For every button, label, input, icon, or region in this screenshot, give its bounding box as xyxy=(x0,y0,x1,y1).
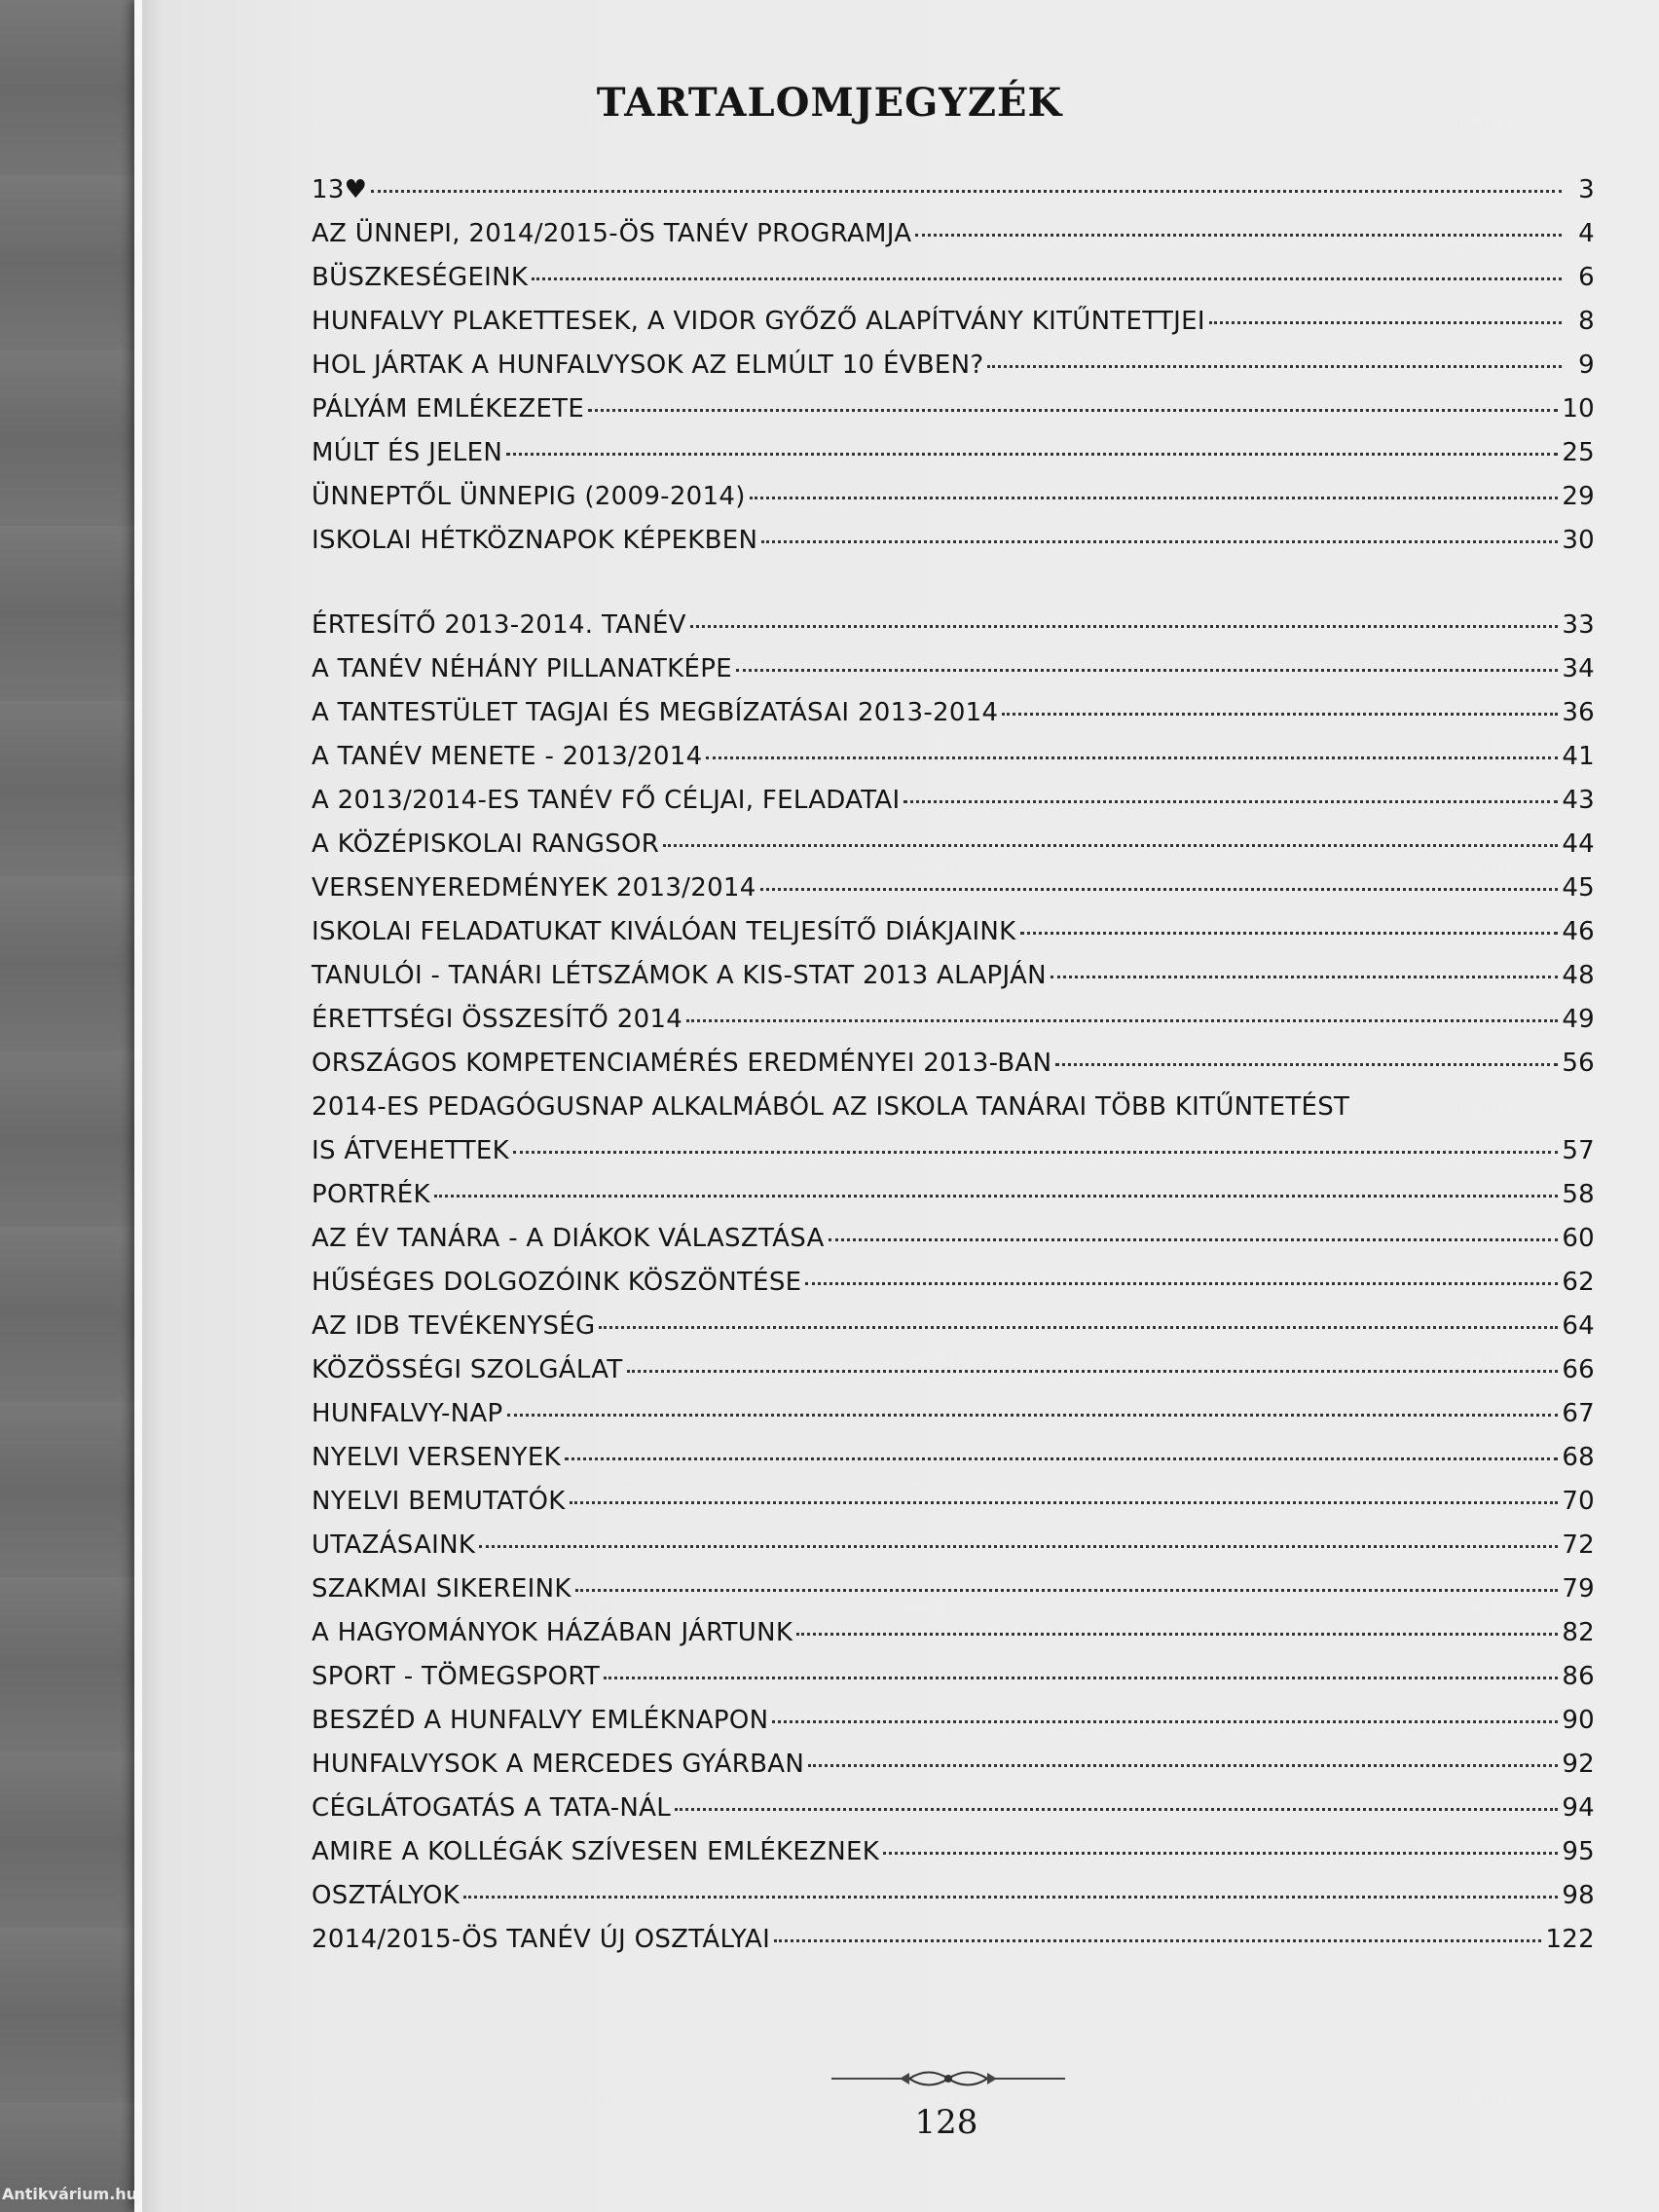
toc-entry-label: ISKOLAI HÉTKÖZNAPOK KÉPEKBEN xyxy=(312,526,758,555)
dot-leader xyxy=(575,1589,1559,1592)
dot-leader xyxy=(479,1545,1558,1548)
toc-entry xyxy=(312,526,1595,570)
toc-entry-page: 94 xyxy=(1562,1793,1595,1823)
toc-entry xyxy=(312,350,1595,394)
dot-leader xyxy=(706,756,1558,759)
dot-leader xyxy=(1020,932,1559,935)
toc-entry-page: 44 xyxy=(1562,830,1595,859)
table-of-contents xyxy=(312,175,1595,1969)
toc-entry xyxy=(312,307,1595,350)
toc-entry xyxy=(312,394,1595,438)
toc-entry xyxy=(312,263,1595,307)
dot-leader xyxy=(808,1764,1558,1767)
watermark: Antikvárium.hu xyxy=(2,2185,138,2203)
dot-leader xyxy=(1209,321,1562,324)
toc-entry xyxy=(312,786,1595,830)
toc-entry xyxy=(312,438,1595,482)
toc-entry-label: HOL JÁRTAK A HUNFALVYSOK AZ ELMÚLT 10 ÉVBEN? xyxy=(312,350,984,380)
toc-entry xyxy=(312,1793,1595,1837)
page-edge xyxy=(134,0,142,2212)
toc-entry xyxy=(312,1662,1595,1706)
toc-entry xyxy=(312,1487,1595,1530)
toc-entry-label: ÉRETTSÉGI ÖSSZESÍTŐ 2014 xyxy=(312,1005,683,1034)
toc-entry-page: 67 xyxy=(1562,1399,1595,1428)
toc-entry-page: 122 xyxy=(1545,1925,1595,1954)
toc-entry-page: 34 xyxy=(1562,654,1595,683)
toc-entry-label: NYELVI BEMUTATÓK xyxy=(312,1487,566,1516)
toc-entry xyxy=(312,698,1595,742)
toc-entry-page: 92 xyxy=(1562,1750,1595,1779)
toc-entry-page: 60 xyxy=(1562,1224,1595,1253)
toc-entry-label: MÚLT ÉS JELEN xyxy=(312,438,503,467)
toc-entry xyxy=(312,830,1595,873)
toc-entry-label: TANULÓI - TANÁRI LÉTSZÁMOK A KIS-STAT 2013 ALAPJÁN xyxy=(312,961,1047,990)
toc-entry-page: 33 xyxy=(1562,610,1595,640)
toc-entry-page: 45 xyxy=(1562,873,1595,903)
toc-entry-page: 29 xyxy=(1562,482,1595,511)
toc-entry xyxy=(312,1049,1595,1092)
toc-entry-page: 25 xyxy=(1562,438,1595,467)
dot-leader xyxy=(599,1326,1558,1329)
toc-entry xyxy=(312,1706,1595,1750)
toc-entry-page: 43 xyxy=(1562,786,1595,815)
dot-leader xyxy=(805,1282,1558,1285)
page-number: 128 xyxy=(914,2103,978,2142)
toc-entry xyxy=(312,1443,1595,1487)
toc-entry-label: A TANÉV MENETE - 2013/2014 xyxy=(312,742,703,771)
dot-leader xyxy=(371,190,1562,193)
toc-entry-page: 66 xyxy=(1562,1355,1595,1384)
toc-entry xyxy=(312,1750,1595,1793)
toc-entry-label: AZ ÜNNEPI, 2014/2015-ÖS TANÉV PROGRAMJA xyxy=(312,219,912,248)
dot-leader xyxy=(663,844,1558,847)
toc-entry-label: HŰSÉGES DOLGOZÓINK KÖSZÖNTÉSE xyxy=(312,1268,802,1297)
toc-entry-label: BESZÉD A HUNFALVY EMLÉKNAPON xyxy=(312,1706,769,1735)
toc-entry-page: 10 xyxy=(1562,394,1595,424)
toc-entry-page: 4 xyxy=(1578,219,1595,248)
toc-entry xyxy=(312,873,1595,917)
toc-entry-page: 48 xyxy=(1562,961,1595,990)
toc-entry xyxy=(312,1574,1595,1618)
dot-leader xyxy=(883,1852,1558,1855)
dot-leader xyxy=(750,497,1559,499)
toc-entry-page: 72 xyxy=(1562,1530,1595,1560)
dot-leader xyxy=(760,888,1559,891)
dot-leader xyxy=(903,800,1558,803)
toc-entry-label: ISKOLAI FELADATUKAT KIVÁLÓAN TELJESÍTŐ DIÁKJAINK xyxy=(312,917,1016,946)
toc-entry-label: KÖZÖSSÉGI SZOLGÁLAT xyxy=(312,1355,623,1384)
toc-entry-label: SZAKMAI SIKEREINK xyxy=(312,1574,571,1604)
toc-entry xyxy=(312,1268,1595,1311)
toc-entry-label: BÜSZKESÉGEINK xyxy=(312,263,529,292)
toc-entry-page: 68 xyxy=(1562,1443,1595,1472)
toc-entry-label: CÉGLÁTOGATÁS A TATA-NÁL xyxy=(312,1793,672,1823)
toc-entry-label: UTAZÁSAINK xyxy=(312,1530,476,1560)
toc-entry-page: 58 xyxy=(1562,1180,1595,1209)
dot-leader xyxy=(506,453,1558,456)
toc-entry-label: ÉRTESÍTŐ 2013-2014. TANÉV xyxy=(312,610,686,640)
toc-entry-page: 57 xyxy=(1562,1136,1595,1165)
dot-leader xyxy=(796,1633,1558,1636)
dot-leader xyxy=(675,1808,1558,1811)
toc-entry-page: 9 xyxy=(1578,350,1595,380)
toc-entry-page: 49 xyxy=(1562,1005,1595,1034)
toc-entry-page: 70 xyxy=(1562,1487,1595,1516)
dot-leader xyxy=(570,1501,1559,1504)
toc-entry-label: OSZTÁLYOK xyxy=(312,1881,461,1910)
dot-leader xyxy=(463,1896,1558,1899)
dot-leader xyxy=(588,409,1558,412)
toc-entry xyxy=(312,1005,1595,1049)
toc-entry-label: A KÖZÉPISKOLAI RANGSOR xyxy=(312,830,660,859)
dot-leader xyxy=(761,540,1558,543)
toc-entry xyxy=(312,610,1595,654)
dot-leader xyxy=(690,625,1559,628)
toc-entry xyxy=(312,1399,1595,1443)
toc-entry-page: 62 xyxy=(1562,1268,1595,1297)
decorative-ornament xyxy=(831,2064,1065,2093)
toc-entry-page: 3 xyxy=(1578,175,1595,204)
toc-entry xyxy=(312,1355,1595,1399)
toc-entry xyxy=(312,482,1595,526)
toc-entry xyxy=(312,742,1595,786)
toc-entry-page: 6 xyxy=(1578,263,1595,292)
dot-leader xyxy=(627,1370,1559,1373)
toc-entry-label-line1: 2014-ES PEDAGÓGUSNAP ALKALMÁBÓL AZ ISKOLA TANÁRAI TÖBB KITŰNTETÉST xyxy=(312,1092,1350,1122)
dot-leader xyxy=(1055,1063,1558,1066)
toc-entry-page: 56 xyxy=(1562,1049,1595,1078)
toc-entry-label: 2014/2015-ÖS TANÉV ÚJ OSZTÁLYAI xyxy=(312,1925,771,1954)
toc-entry-label: SPORT - TÖMEGSPORT xyxy=(312,1662,601,1691)
dot-leader xyxy=(565,1457,1558,1460)
page-title: TARTALOMJEGYZÉK xyxy=(596,80,1063,126)
toc-entry xyxy=(312,1837,1595,1881)
toc-entry xyxy=(312,219,1595,263)
dot-leader xyxy=(829,1238,1559,1241)
toc-entry-page: 64 xyxy=(1562,1311,1595,1341)
toc-entry-label: AMIRE A KOLLÉGÁK SZÍVESEN EMLÉKEZNEK xyxy=(312,1837,880,1866)
toc-entry-page: 8 xyxy=(1578,307,1595,336)
dot-leader xyxy=(1002,713,1558,716)
toc-entry-label: HUNFALVYSOK A MERCEDES GYÁRBAN xyxy=(312,1750,805,1779)
toc-entry-label: VERSENYEREDMÉNYEK 2013/2014 xyxy=(312,873,756,903)
toc-entry-label: HUNFALVY PLAKETTESEK, A VIDOR GYŐZŐ ALAPÍTVÁNY KITŰNTETTJEI xyxy=(312,307,1205,336)
toc-entry xyxy=(312,654,1595,698)
dot-leader xyxy=(774,1939,1541,1942)
toc-entry-label: ÜNNEPTŐL ÜNNEPIG (2009-2014) xyxy=(312,482,746,511)
toc-entry-label: A 2013/2014-ES TANÉV FŐ CÉLJAI, FELADATAI xyxy=(312,786,901,815)
dot-leader xyxy=(532,277,1562,280)
toc-entry-page: 46 xyxy=(1562,917,1595,946)
toc-entry-label: IS ÁTVEHETTEK xyxy=(312,1136,509,1165)
dot-leader xyxy=(915,234,1562,237)
dot-leader xyxy=(513,1151,1558,1154)
toc-entry-page: 36 xyxy=(1562,698,1595,727)
toc-entry-page: 79 xyxy=(1562,1574,1595,1604)
toc-entry-label: AZ ÉV TANÁRA - A DIÁKOK VÁLASZTÁSA xyxy=(312,1224,825,1253)
toc-entry-label: NYELVI VERSENYEK xyxy=(312,1443,561,1472)
toc-entry-label: AZ IDB TEVÉKENYSÉG xyxy=(312,1311,596,1341)
dot-leader xyxy=(507,1414,1559,1417)
dot-leader xyxy=(1051,976,1558,978)
dot-leader xyxy=(736,669,1558,672)
toc-entry-label: 13♥ xyxy=(312,175,368,204)
dot-leader xyxy=(987,365,1562,368)
toc-entry xyxy=(312,1530,1595,1574)
toc-entry-label: HUNFALVY-NAP xyxy=(312,1399,503,1428)
dot-leader xyxy=(604,1677,1558,1679)
toc-entry xyxy=(312,1180,1595,1224)
toc-entry-label: PORTRÉK xyxy=(312,1180,430,1209)
toc-entry-label: PÁLYÁM EMLÉKEZETE xyxy=(312,394,585,424)
toc-entry-page: 41 xyxy=(1562,742,1595,771)
toc-entry-page: 90 xyxy=(1562,1706,1595,1735)
toc-entry-page: 95 xyxy=(1562,1837,1595,1866)
toc-entry xyxy=(312,917,1595,961)
toc-entry-label: A TANÉV NÉHÁNY PILLANATKÉPE xyxy=(312,654,732,683)
toc-entry xyxy=(312,1925,1595,1969)
toc-entry-page: 30 xyxy=(1562,526,1595,555)
toc-entry-page: 98 xyxy=(1562,1881,1595,1910)
toc-entry-label: A TANTESTÜLET TAGJAI ÉS MEGBÍZATÁSAI 2013-2014 xyxy=(312,698,999,727)
dot-leader xyxy=(434,1195,1558,1198)
toc-entry-page: 86 xyxy=(1562,1662,1595,1691)
toc-entry xyxy=(312,1311,1595,1355)
toc-entry xyxy=(312,175,1595,219)
dot-leader xyxy=(686,1019,1558,1022)
toc-entry xyxy=(312,961,1595,1005)
toc-entry-label: A HAGYOMÁNYOK HÁZÁBAN JÁRTUNK xyxy=(312,1618,793,1647)
toc-entry-label: ORSZÁGOS KOMPETENCIAMÉRÉS EREDMÉNYEI 2013-BAN xyxy=(312,1049,1052,1078)
toc-entry xyxy=(312,1136,1595,1180)
toc-entry xyxy=(312,1224,1595,1268)
dot-leader xyxy=(772,1720,1558,1723)
toc-entry-page: 82 xyxy=(1562,1618,1595,1647)
toc-entry xyxy=(312,1618,1595,1662)
toc-entry xyxy=(312,1881,1595,1925)
